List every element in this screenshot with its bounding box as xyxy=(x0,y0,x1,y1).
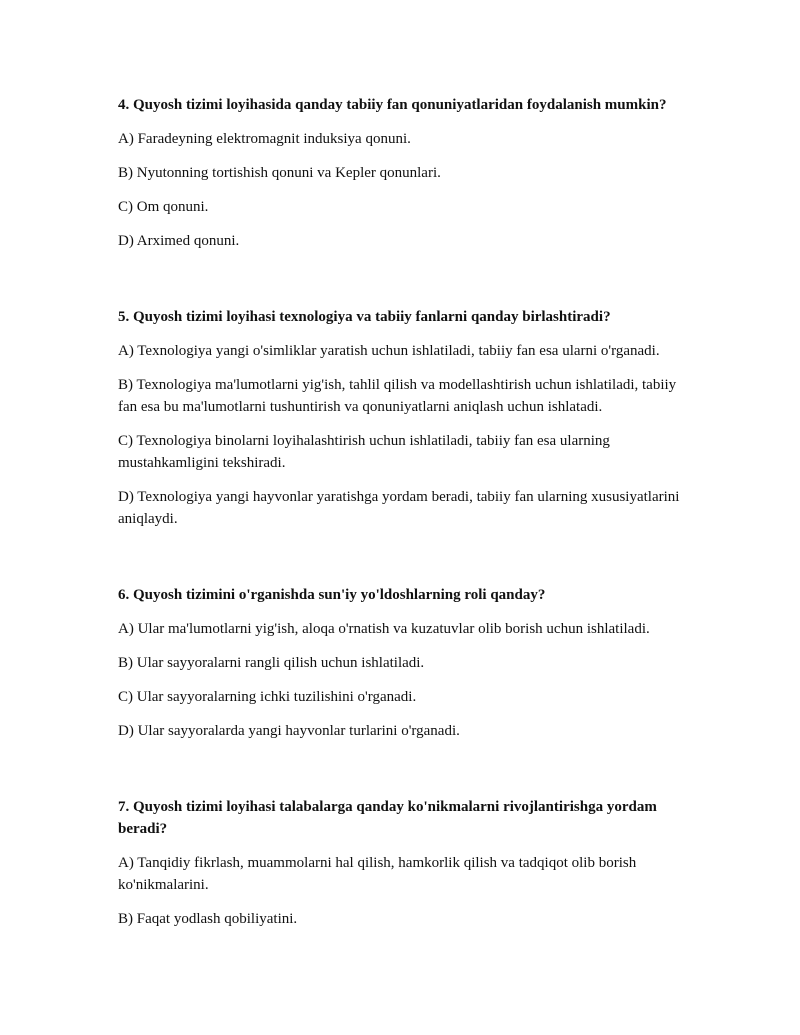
answer-option-a: A) Texnologiya yangi o'simliklar yaratish uchun ishlatiladi, tabiiy fan esa ularni o'rganadi. xyxy=(118,343,660,359)
question-5 xyxy=(118,306,698,530)
question-title: 7. Quyosh tizimi loyihasi talabalarga qanday ko'nikmalarni rivojlantirishga yordam beradi? xyxy=(118,799,657,837)
answer-option-d: D) Ular sayyoralarda yangi hayvonlar turlarini o'rganadi. xyxy=(118,723,460,739)
question-title: 6. Quyosh tizimini o'rganishda sun'iy yo'ldoshlarning roli qanday? xyxy=(118,587,546,603)
answer-option-b: B) Ular sayyoralarni rangli qilish uchun ishlatiladi. xyxy=(118,655,425,671)
question-7 xyxy=(118,796,698,930)
answer-option-c: C) Om qonuni. xyxy=(118,199,209,215)
answer-option-b: B) Faqat yodlash qobiliyatini. xyxy=(118,911,298,927)
answer-option-c: C) Ular sayyoralarning ichki tuzilishini o'rganadi. xyxy=(118,689,417,705)
question-list xyxy=(118,94,698,984)
answer-option-b: B) Texnologiya ma'lumotlarni yig'ish, tahlil qilish va modellashtirish uchun ishlatiladi, tabiiy fan esa bu ma'lumotlarni tushuntirish va qonuniyatlarni aniqlash uchun ishlatadi. xyxy=(118,377,677,415)
answer-option-c: C) Texnologiya binolarni loyihalashtirish uchun ishlatiladi, tabiiy fan esa ularning mustahkamligini tekshiradi. xyxy=(118,433,610,471)
answer-option-a: A) Faradeyning elektromagnit induksiya qonuni. xyxy=(118,131,411,147)
answer-option-a: A) Ular ma'lumotlarni yig'ish, aloqa o'rnatish va kuzatuvlar olib borish uchun ishlatiladi. xyxy=(118,621,650,637)
question-title: 4. Quyosh tizimi loyihasida qanday tabiiy fan qonuniyatlaridan foydalanish mumkin? xyxy=(118,97,667,113)
question-6 xyxy=(118,584,698,742)
answer-option-d: D) Arximed qonuni. xyxy=(118,233,240,249)
question-title: 5. Quyosh tizimi loyihasi texnologiya va tabiiy fanlarni qanday birlashtiradi? xyxy=(118,309,611,325)
question-4 xyxy=(118,94,698,252)
answer-option-b: B) Nyutonning tortishish qonuni va Kepler qonunlari. xyxy=(118,165,441,181)
answer-option-a: A) Tanqidiy fikrlash, muammolarni hal qilish, hamkorlik qilish va tadqiqot olib borish ko'nikmalarini. xyxy=(118,855,637,893)
answer-option-d: D) Texnologiya yangi hayvonlar yaratishga yordam beradi, tabiiy fan ularning xususiyatlarini aniqlaydi. xyxy=(118,489,680,527)
